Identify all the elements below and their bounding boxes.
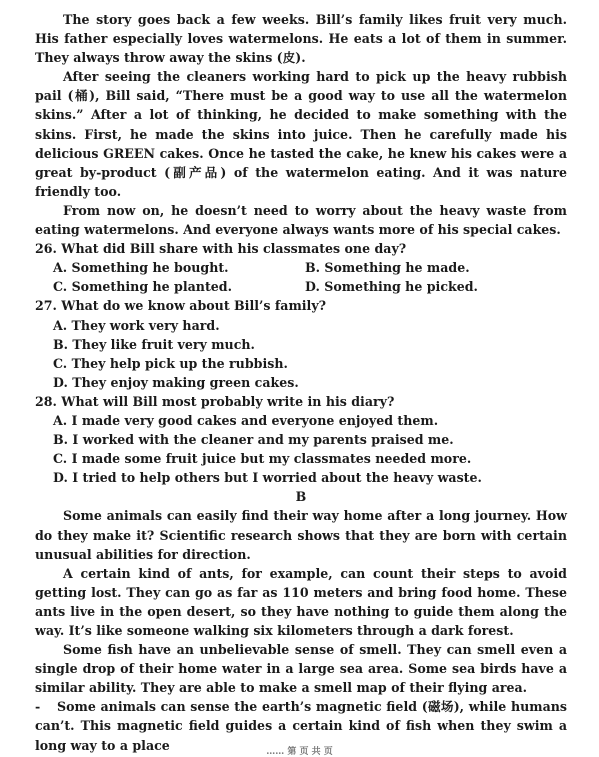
option-a: A. Something he bought. — [53, 260, 229, 276]
margin-dash: - — [35, 699, 41, 715]
options-grid — [35, 258, 567, 296]
question-28 — [35, 392, 567, 487]
option-c: C. I made some fruit juice but my classmates needed more. — [53, 451, 472, 467]
question-stem: 28. What will Bill most probably write in his diary? — [35, 393, 395, 409]
option-c: C. They help pick up the rubbish. — [53, 355, 288, 371]
option-a: A. They work very hard. — [53, 317, 220, 333]
option-d: D. Something he picked. — [305, 279, 478, 295]
option-d: D. They enjoy making green cakes. — [53, 374, 299, 390]
section-b-heading: B — [295, 489, 307, 505]
passage-a-paragraph-1: The story goes back a few weeks. Bill’s family likes fruit very much. His father especially loves watermelons. He eats a lot of them in summer. They always throw away the skins (皮). — [35, 12, 567, 66]
passage-a-paragraph-3: From now on, he doesn’t need to worry about the heavy waste from eating watermelons. And everyone always wants more of his special cakes. — [35, 202, 567, 238]
question-26 — [35, 239, 567, 296]
option-a: A. I made very good cakes and everyone enjoyed them. — [53, 412, 439, 428]
question-27 — [35, 296, 567, 391]
option-d: D. I tried to help others but I worried about the heavy waste. — [53, 470, 482, 486]
option-b: B. Something he made. — [305, 260, 470, 276]
passage-a-paragraph-2: After seeing the cleaners working hard to pick up the heavy rubbish pail (桶), Bill said, “There must be a good way to use all the watermelon skins.” After a lot of thinking, he decided to make something with the skins. First, he made the skins into juice. Then he carefully made his delicious GREEN cakes. Once he tasted the cake, he knew his cakes were a great by-product (副产品) of the watermelon eating. And it was nature friendly too. — [35, 69, 567, 199]
question-stem: 27. What do we know about Bill’s family? — [35, 298, 327, 314]
passage-b-paragraph-2: A certain kind of ants, for example, can count their steps to avoid getting lost. They can go as far as 110 meters and bring food home. These ants live in the open desert, so they have nothing to guide them along the way. It’s like someone walking six kilometers through a dark forest. — [35, 565, 567, 638]
question-stem: 26. What did Bill share with his classmates one day? — [35, 241, 407, 257]
page-footer: …… 第 页 共 页 — [266, 747, 333, 757]
option-b: B. I worked with the cleaner and my parents praised me. — [53, 432, 454, 448]
passage-b-paragraph-3: Some fish have an unbelievable sense of smell. They can smell even a single drop of their home water in a large sea area. Some sea birds have a similar ability. They are able to make a smell map of their flying area. — [35, 642, 567, 696]
paragraph-text: Some animals can sense the earth’s magnetic field (磁场), while humans can’t. This magnetic field guides a certain kind of fish when they swim a long way to a place — [35, 699, 567, 753]
option-b: B. They like fruit very much. — [53, 336, 255, 352]
option-c: C. Something he planted. — [53, 279, 232, 295]
passage-b-paragraph-1: Some animals can easily find their way home after a long journey. How do they make it? Scientific research shows that they are born with certain unusual abilities for direction. — [35, 508, 567, 562]
